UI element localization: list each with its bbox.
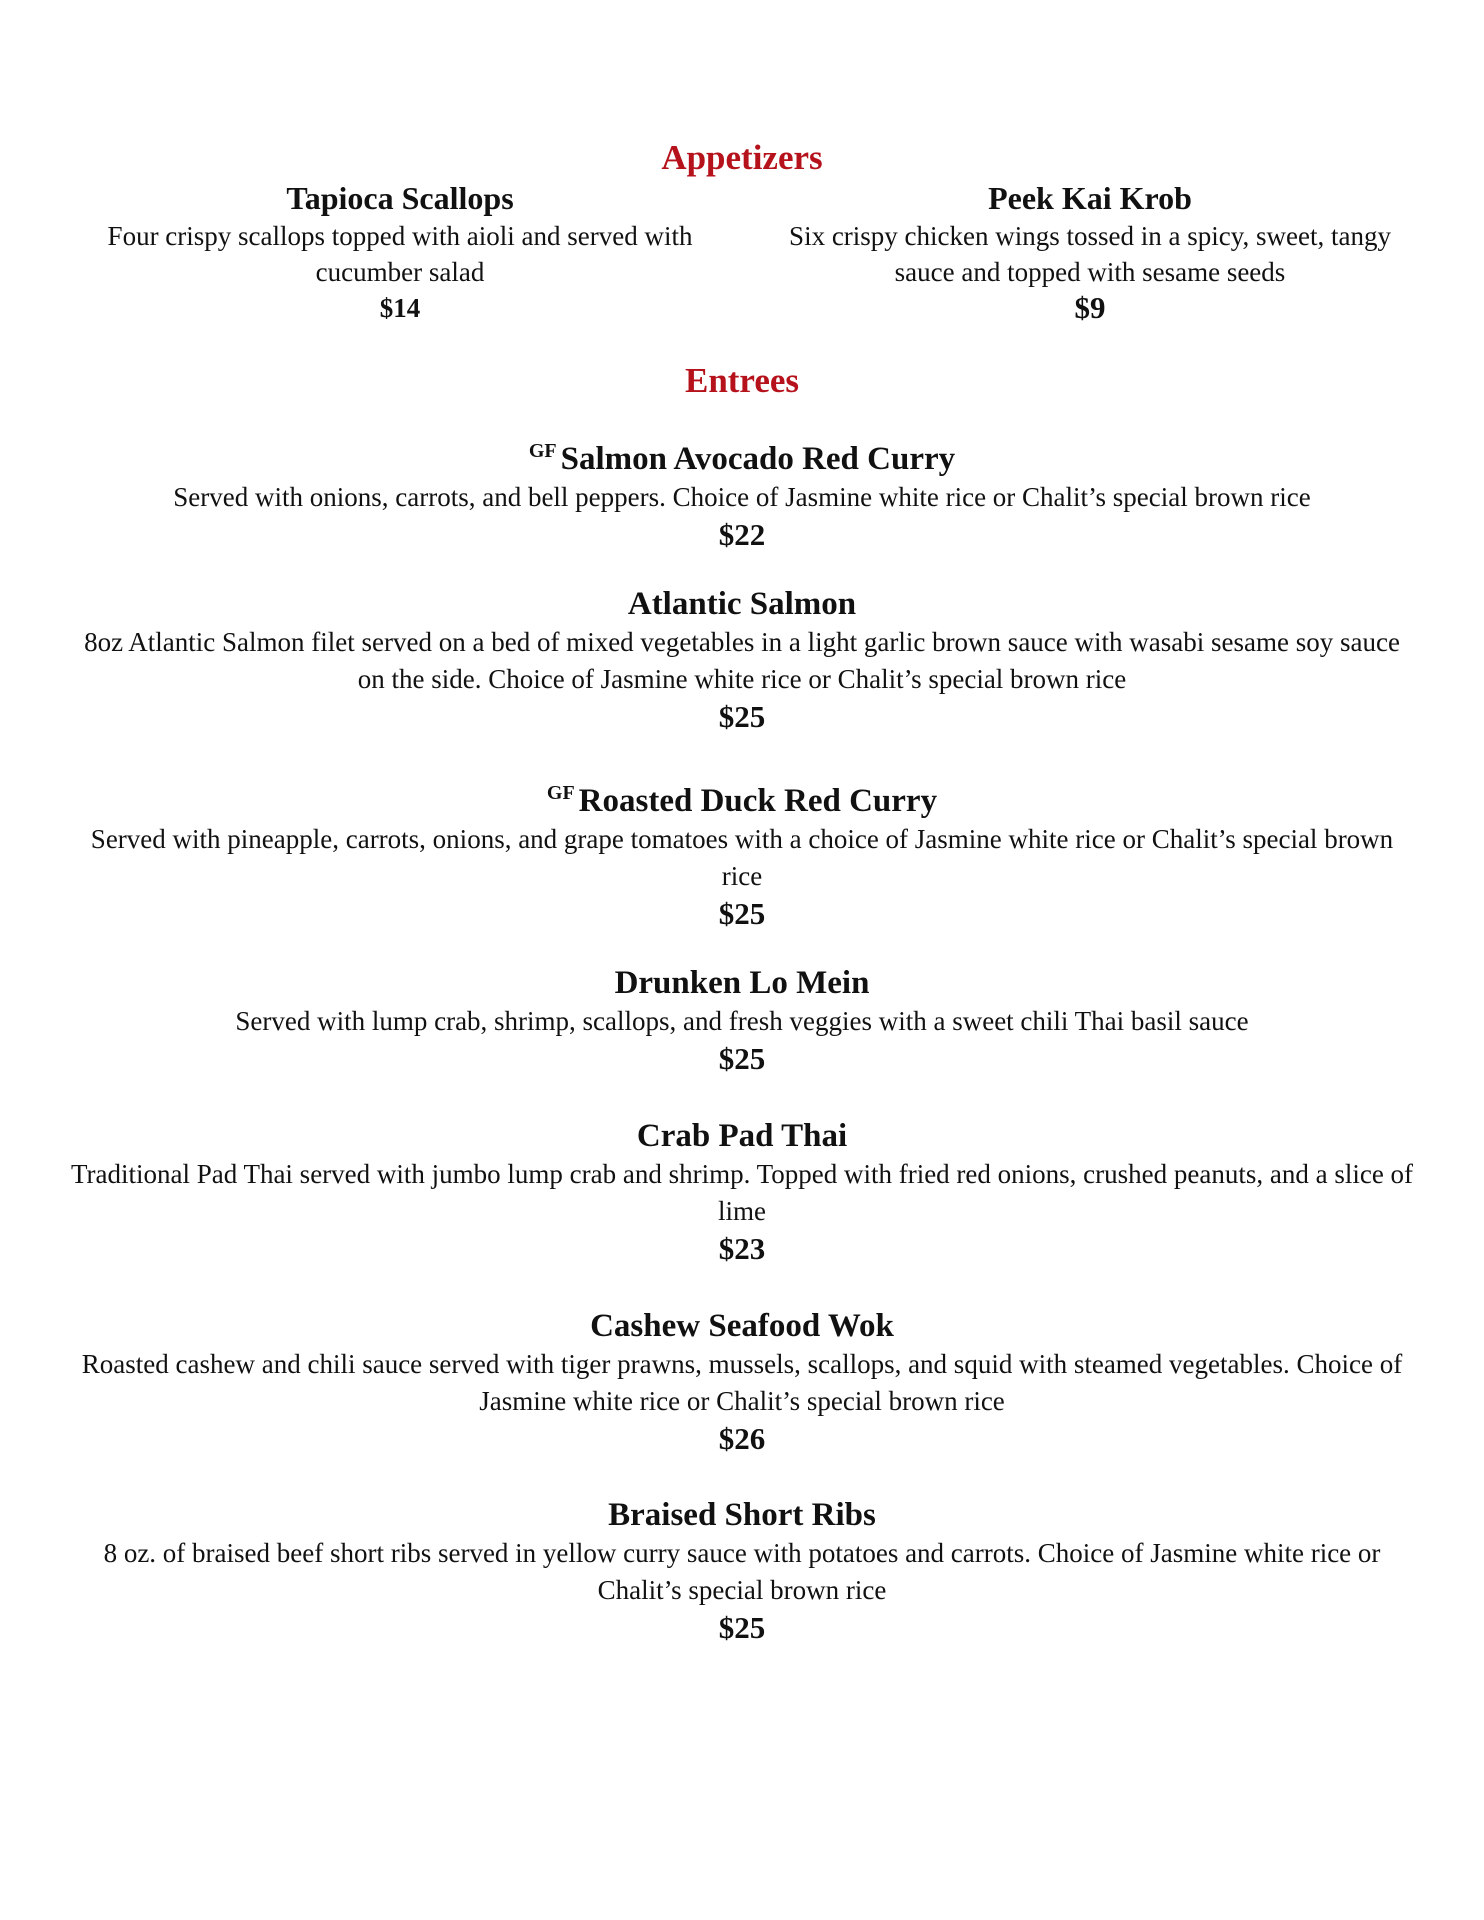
entree-item-atlantic-salmon [60,584,1424,736]
appetizers-heading: Appetizers [661,138,823,177]
gluten-free-badge: GF [546,782,575,804]
item-name: Atlantic Salmon [627,586,857,622]
item-description: Traditional Pad Thai served with jumbo lump crab and shrimp. Topped with fried red onions, crushed peanuts, and a slice of lime [70,1159,1414,1226]
item-price: $26 [718,1421,766,1456]
item-name: Drunken Lo Mein [614,965,870,1001]
item-description: Four crispy scallops topped with aioli and served with cucumber salad [107,221,693,287]
item-name: Braised Short Ribs [608,1497,876,1533]
item-price: $23 [718,1231,766,1266]
item-name: Cashew Seafood Wok [590,1308,894,1344]
item-price: $14 [379,293,421,323]
item-price: $25 [718,699,766,734]
entree-item-crab-pad-thai [60,1116,1424,1268]
item-name [60,773,1424,821]
item-description: 8 oz. of braised beef short ribs served in yellow curry sauce with potatoes and carrots. Choice of Jasmine white rice or Chalit’s special brown rice [103,1538,1381,1605]
item-name: Peek Kai Krob [988,180,1192,216]
entree-item-braised-short-ribs [60,1495,1424,1647]
item-price: $9 [1074,290,1106,325]
item-name-text: Salmon Avocado Red Curry [560,441,956,477]
appetizer-item-peek-kai-krob [770,178,1410,326]
item-description: Served with pineapple, carrots, onions, and grape tomatoes with a choice of Jasmine white rice or Chalit’s special brown rice [90,824,1394,891]
gluten-free-badge: GF [528,440,557,462]
item-description: Served with onions, carrots, and bell peppers. Choice of Jasmine white rice or Chalit’s special brown rice [173,482,1311,512]
item-name-text: Roasted Duck Red Curry [578,783,938,819]
entree-item-roasted-duck-red-curry [60,773,1424,933]
entree-item-salmon-avocado-red-curry [60,431,1424,554]
entree-item-cashew-seafood-wok [60,1306,1424,1458]
item-price: $22 [718,517,766,552]
item-price: $25 [718,1610,766,1645]
item-description: Six crispy chicken wings tossed in a spicy, sweet, tangy sauce and topped with sesame seeds [789,221,1391,287]
entrees-heading: Entrees [684,361,800,400]
appetizer-item-tapioca-scallops [80,178,720,326]
item-description: Served with lump crab, shrimp, scallops, and fresh veggies with a sweet chili Thai basil sauce [235,1006,1249,1036]
entree-item-drunken-lo-mein [60,963,1424,1078]
item-name: Tapioca Scallops [286,180,514,216]
item-price: $25 [718,1041,766,1076]
item-price: $25 [718,896,766,931]
item-description: Roasted cashew and chili sauce served with tiger prawns, mussels, scallops, and squid with steamed vegetables. Choice of Jasmine white rice or Chalit’s special brown rice [81,1349,1403,1416]
item-name [60,431,1424,479]
item-description: 8oz Atlantic Salmon filet served on a bed of mixed vegetables in a light garlic brown sauce with wasabi sesame soy sauce on the side. Choice of Jasmine white rice or Chalit’s special brown rice [84,627,1400,694]
item-name: Crab Pad Thai [636,1118,848,1154]
